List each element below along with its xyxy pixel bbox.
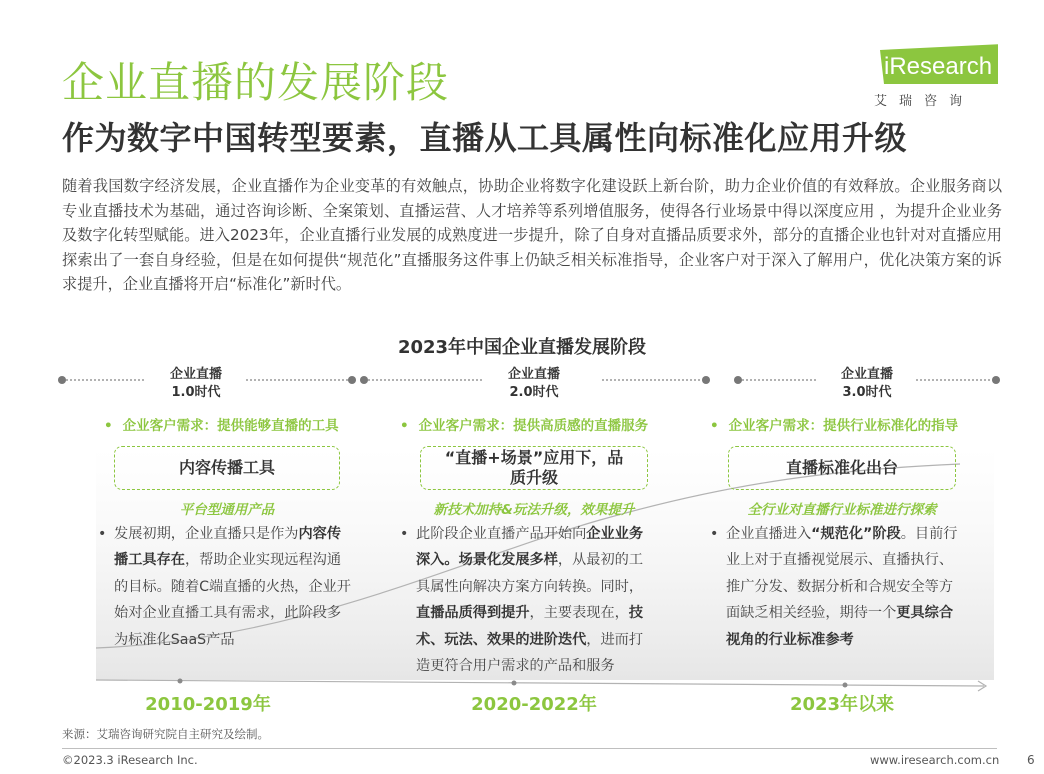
stage-3-era: 3.0时代 [842,385,892,400]
stage-2-desc-seg: ，进而打造更符合用户需求的产品和服务 [416,631,644,675]
stage-3-pill: 直播标准化出台 [728,446,956,490]
stage-1-description: • 发展初期，企业直播只是作为内容传播工具存在，帮助企业实现远程沟通的目标。随着C端直播的火热，企业开始对企业直播工具有需求，此阶段多为标准化SaaS产品 [98,526,351,648]
stage-3-need: • 企业客户需求：提供行业标准化的指导 [710,418,959,434]
stage-2-tag: 新技术加持&玩法升级，效果提升 [433,502,635,518]
stage-2-title: 企业直播 [507,367,560,382]
timeline-tick-2 [512,681,517,686]
stage-3-desc-seg: 企业直播进入 [726,526,812,542]
website-url: www.iresearch.com.cn [870,753,1000,767]
stage-2-description: • 此阶段企业直播产品开始向企业业务深入。场景化发展多样，从最初的工具属性向解决方案方向转换。同时，直播品质得到提升，主要表现在，技术、玩法、效果的进阶迭代，进而打造更符合用户需求的产品和服务 [400,526,644,675]
footer-divider [62,748,997,749]
stage-1-desc-bold: 内容传播工具存在 [114,526,342,569]
logo-tagline: 艾瑞咨询 [874,94,975,109]
stage-2-desc-bold: 企业业务深入。场景化发展多样 [416,526,644,569]
source-note: 来源：艾瑞咨询研究院自主研究及绘制。 [62,727,269,741]
stage-3-header [792,366,942,402]
stage-3-desc-bold: 更具综合视角的行业标准参考 [726,605,954,648]
figure-title: 2023年中国企业直播发展阶段 [397,337,647,358]
stage-1-pill: 内容传播工具 [114,446,340,490]
stage-2-pill: “直播+场景”应用下，品质升级 [420,446,648,490]
stage-1-title: 企业直播 [169,367,222,382]
page-title: 企业直播的发展阶段 [62,58,450,107]
stage-2-desc-seg: 此阶段企业直播产品开始向 [416,526,587,542]
copyright: ©2023.3 iResearch Inc. [62,753,198,767]
stage-3-year: 2023年以来 [789,694,895,715]
stage-2-desc-bold: 技术、玩法、效果的进阶迭代 [416,605,644,648]
stage-1-header [121,366,271,402]
stage-3-desc-seg: 。目前行业上对于直播视觉展示、直播执行、推广分发、数据分析和合规安全等方面缺乏相关经验，期待一个 [726,526,958,622]
stage-3-description: • 企业直播进入“规范化”阶段。目前行业上对于直播视觉展示、直播执行、推广分发、数据分析和合规安全等方面缺乏相关经验，期待一个更具综合视角的行业标准参考 [710,526,958,648]
page-subtitle: 作为数字中国转型要素，直播从工具属性向标准化应用升级 [62,119,908,157]
page-number: 6 [1027,753,1035,767]
stage-2-desc-seg: ，从最初的工具属性向解决方案方向转换。同时， [416,552,644,595]
stage-1-desc-seg: 发展初期，企业直播只是作为 [114,526,299,542]
intro-paragraph: 随着我国数字经济发展，企业直播作为企业变革的有效触点，协助企业将数字化建设跃上新台阶，助力企业价值的有效释放。企业服务商以专业直播技术为基础，通过咨询诊断、全案策划、直播运营、人才培养等系列增值服务，使得各行业场景中得以深度应用 ，为提升企业业务及数字化转型赋能。进入2023年，企业直播行业发展的成熟度进一步提升，除了自身对直播品质要求外，部分的直播企业也针对对直播应用探索出了一套自身经验，但是在如何提供“规范化”直播服务这件事上仍缺乏相关标准指导，企业客户对于深入了解用户，优化决策方案的诉求提升，企业直播将开启“标准化”新时代。 [62,177,1002,294]
stage-3-title: 企业直播 [840,367,893,382]
stage-1-need: • 企业客户需求：提供能够直播的工具 [104,418,339,434]
stage-1-desc-seg: ，帮助企业实现远程沟通的目标。随着C端直播的火热，企业开始对企业直播工具有需求，此阶段多为标准化SaaS产品 [114,552,351,648]
stage-2-need: • 企业客户需求：提供高质感的直播服务 [400,418,649,434]
stage-3-desc-bold: “规范化”阶段 [811,526,901,542]
stage-2-desc-seg: ，主要表现在， [529,605,629,622]
stage-1-year: 2010-2019年 [145,694,271,715]
timeline-axis [96,680,984,686]
timeline-tick-1 [178,679,183,684]
stage-1-need-text: 企业客户需求：提供能够直播的工具 [122,418,339,434]
stage-2-era: 2.0时代 [509,385,559,400]
stage-2-header [459,366,609,402]
logo-brand-text: iResearch [884,53,993,80]
stage-1-tag: 平台型通用产品 [179,502,275,518]
stage-2-year: 2020-2022年 [471,694,597,715]
stage-1-era: 1.0时代 [171,385,221,400]
stage-2-need-text: 企业客户需求：提供高质感的直播服务 [418,418,649,434]
stage-2-desc-bold: 直播品质得到提升 [416,605,530,622]
stage-3-tag: 全行业对直播行业标准进行探索 [747,502,937,518]
timeline-tick-3 [843,683,848,688]
stage-3-need-text: 企业客户需求：提供行业标准化的指导 [728,418,959,434]
